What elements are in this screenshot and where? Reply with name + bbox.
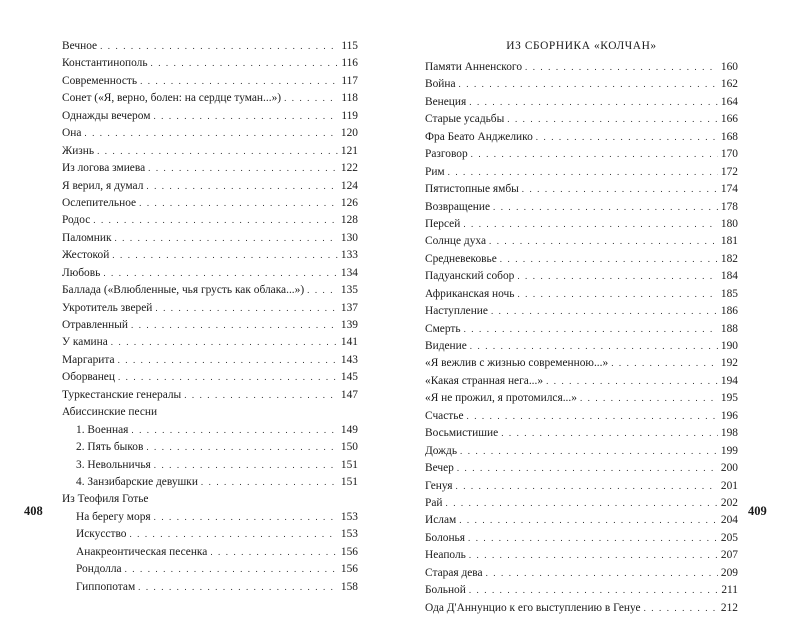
toc-entry-title: «Какая странная нега...» bbox=[425, 374, 544, 387]
toc-entry-page: 199 bbox=[720, 444, 738, 457]
dot-leader bbox=[307, 282, 338, 299]
toc-entry-page: 160 bbox=[720, 61, 738, 73]
toc-entry bbox=[62, 212, 358, 229]
toc-entry-page: 170 bbox=[720, 148, 738, 161]
toc-entry-title: Гиппопотам bbox=[76, 580, 136, 593]
dot-leader bbox=[500, 251, 718, 268]
toc-entry-title: Пятистопные ямбы bbox=[425, 183, 519, 196]
toc-entry-title: Памяти Анненского bbox=[425, 61, 523, 73]
toc-entry bbox=[425, 181, 738, 198]
toc-entry-page: 119 bbox=[341, 109, 358, 122]
toc-entry bbox=[62, 90, 358, 107]
toc-entry bbox=[62, 387, 358, 404]
dot-leader bbox=[464, 321, 718, 338]
toc-entry-title: Оборванец bbox=[62, 371, 115, 384]
toc-entry-page: 211 bbox=[721, 584, 738, 597]
toc-entry-page: 209 bbox=[720, 566, 738, 579]
dot-leader bbox=[470, 338, 718, 355]
toc-entry bbox=[62, 457, 358, 474]
toc-entry-title: Вечер bbox=[425, 462, 454, 475]
toc-entry-page: 150 bbox=[340, 441, 358, 454]
toc-entry-page: 204 bbox=[720, 514, 738, 527]
toc-entry-title: Анакреонтическая песенка bbox=[76, 545, 208, 558]
toc-entry-page: 143 bbox=[340, 353, 358, 366]
toc-entry-title: Старая дева bbox=[425, 566, 483, 579]
dot-leader bbox=[522, 181, 718, 198]
dot-leader bbox=[459, 76, 718, 93]
toc-entry-title: Она bbox=[62, 127, 82, 140]
toc-entry-title: Рондолла bbox=[76, 563, 122, 576]
dot-leader bbox=[84, 125, 338, 142]
toc-entry-title: Разговор bbox=[425, 148, 468, 161]
toc-entry bbox=[62, 422, 358, 439]
dot-leader bbox=[100, 38, 338, 55]
dot-leader bbox=[489, 233, 718, 250]
toc-entry-page: 115 bbox=[341, 40, 358, 52]
toc-group-heading bbox=[62, 491, 358, 508]
toc-entry bbox=[62, 108, 358, 125]
dot-leader bbox=[459, 512, 718, 529]
toc-entry bbox=[62, 195, 358, 212]
dot-leader bbox=[139, 195, 338, 212]
toc-entry-page: 139 bbox=[340, 319, 358, 331]
dot-leader bbox=[210, 544, 338, 561]
dot-leader bbox=[131, 317, 338, 334]
dot-leader bbox=[493, 199, 718, 216]
toc-entry-page: 158 bbox=[340, 580, 358, 593]
dot-leader bbox=[148, 160, 338, 177]
toc-entry bbox=[425, 233, 738, 250]
toc-entry-title: У камина bbox=[62, 336, 108, 349]
toc-entry-title: Фра Беато Анджелико bbox=[425, 130, 533, 143]
dot-leader bbox=[469, 547, 718, 564]
toc-entry bbox=[425, 530, 738, 547]
dot-leader bbox=[546, 373, 718, 390]
toc-entry-title: Падуанский собор bbox=[425, 270, 515, 283]
toc-entry-page: 156 bbox=[340, 545, 358, 558]
dot-leader bbox=[486, 565, 718, 582]
toc-entry-page: 153 bbox=[340, 528, 358, 541]
toc-entry-title: Рай bbox=[425, 496, 443, 509]
toc-entry-title: Сонет («Я, верно, болен: на сердце туман...») bbox=[62, 92, 282, 105]
toc-entry-page: 128 bbox=[340, 214, 358, 227]
toc-entry-title: Видение bbox=[425, 340, 467, 352]
toc-entry bbox=[425, 547, 738, 564]
toc-entry bbox=[425, 59, 738, 76]
toc-entry bbox=[425, 129, 738, 146]
toc-entry bbox=[62, 265, 358, 282]
toc-entry-title: «Я не прожил, я протомился...» bbox=[425, 392, 577, 405]
toc-entry-title: Современность bbox=[62, 74, 138, 87]
toc-entry-page: 188 bbox=[720, 322, 738, 335]
dot-leader bbox=[146, 439, 338, 456]
toc-entry-title: Африканская ночь bbox=[425, 287, 515, 300]
toc-entry bbox=[62, 561, 358, 578]
toc-entry-page: 162 bbox=[720, 78, 738, 91]
page-number-right: 409 bbox=[748, 504, 767, 518]
toc-entry-title: Неаполь bbox=[425, 549, 466, 562]
toc-entry-page: 116 bbox=[341, 57, 358, 70]
toc-entry-page: 151 bbox=[340, 475, 358, 488]
toc-entry-title: Генуя bbox=[425, 479, 453, 492]
toc-entry-page: 156 bbox=[340, 563, 358, 576]
dot-leader bbox=[517, 268, 718, 285]
toc-entry bbox=[425, 460, 738, 477]
toc-entry bbox=[425, 111, 738, 128]
dot-leader bbox=[448, 164, 718, 181]
dot-leader bbox=[151, 55, 339, 72]
dot-leader bbox=[93, 212, 338, 229]
toc-entry bbox=[62, 579, 358, 596]
toc-entry-title: Рим bbox=[425, 165, 445, 178]
toc-entry-page: 145 bbox=[340, 371, 358, 384]
toc-entry bbox=[62, 178, 358, 195]
toc-entry-page: 184 bbox=[720, 270, 738, 283]
toc-entry bbox=[425, 216, 738, 233]
toc-entry bbox=[425, 373, 738, 390]
toc-entry-page: 182 bbox=[720, 252, 738, 265]
page-number-left: 408 bbox=[24, 504, 43, 518]
toc-entry bbox=[425, 321, 738, 338]
toc-entry-title: Искусство bbox=[76, 528, 127, 541]
toc-entry bbox=[62, 369, 358, 386]
toc-entry-page: 207 bbox=[720, 549, 738, 562]
dot-leader bbox=[118, 352, 338, 369]
toc-entry-page: 190 bbox=[720, 340, 738, 352]
dot-leader bbox=[184, 387, 338, 404]
toc-entry bbox=[425, 478, 738, 495]
toc-entry bbox=[62, 143, 358, 160]
toc-entry-page: 153 bbox=[340, 510, 358, 523]
toc-entry bbox=[62, 300, 358, 317]
toc-entry-page: 164 bbox=[720, 95, 738, 108]
toc-entry bbox=[425, 164, 738, 181]
toc-entry-page: 118 bbox=[341, 92, 358, 105]
dot-leader bbox=[111, 334, 338, 351]
toc-entry-title: 4. Занзибарские девушки bbox=[76, 475, 198, 488]
toc-entry-page: 174 bbox=[720, 183, 738, 196]
dot-leader bbox=[501, 425, 718, 442]
toc-entry-page: 205 bbox=[720, 531, 738, 544]
toc-entry bbox=[425, 76, 738, 93]
dot-leader bbox=[446, 495, 718, 512]
toc-entry-page: 192 bbox=[720, 357, 738, 370]
dot-leader bbox=[138, 579, 338, 596]
toc-entry bbox=[425, 199, 738, 216]
dot-leader bbox=[114, 230, 337, 247]
left-page-contents bbox=[62, 38, 358, 596]
dot-leader bbox=[154, 509, 338, 526]
toc-entry-page: 185 bbox=[720, 287, 738, 300]
toc-entry-page: 147 bbox=[340, 388, 358, 401]
dot-leader bbox=[460, 443, 718, 460]
toc-entry-title: «Я вежлив с жизнью современною...» bbox=[425, 357, 609, 370]
dot-leader bbox=[153, 108, 338, 125]
toc-entry-page: 180 bbox=[720, 217, 738, 230]
toc-entry bbox=[425, 565, 738, 582]
toc-entry-title: Ослепительное bbox=[62, 196, 137, 209]
toc-entry bbox=[62, 160, 358, 177]
toc-entry-title: Средневековье bbox=[425, 252, 497, 265]
toc-entry-page: 212 bbox=[720, 601, 738, 614]
toc-entry-title: Родос bbox=[62, 214, 91, 227]
toc-entry-page: 194 bbox=[720, 374, 738, 387]
toc-entry-page: 134 bbox=[340, 266, 358, 279]
toc-entry bbox=[425, 582, 738, 599]
toc-group-heading-text: Абиссинские песни bbox=[62, 406, 158, 419]
right-page-contents bbox=[425, 59, 738, 617]
toc-entry-page: 141 bbox=[340, 336, 358, 349]
toc-entry-page: 168 bbox=[720, 130, 738, 143]
dot-leader bbox=[468, 530, 718, 547]
dot-leader bbox=[131, 422, 338, 439]
toc-entry-page: 137 bbox=[340, 301, 358, 314]
toc-entry-page: 196 bbox=[720, 409, 738, 422]
toc-entry-title: 1. Военная bbox=[76, 423, 129, 436]
toc-entry bbox=[425, 286, 738, 303]
toc-entry-title: Маргарита bbox=[62, 353, 115, 366]
toc-entry bbox=[62, 125, 358, 142]
toc-entry-page: 166 bbox=[720, 113, 738, 126]
toc-entry-title: Паломник bbox=[62, 231, 112, 244]
dot-leader bbox=[457, 460, 718, 477]
dot-leader bbox=[525, 59, 718, 76]
toc-entry bbox=[425, 495, 738, 512]
toc-entry-page: 120 bbox=[340, 127, 358, 140]
toc-entry-title: Старые усадьбы bbox=[425, 113, 505, 126]
toc-entry-title: Туркестанские генералы bbox=[62, 388, 182, 401]
toc-entry-page: 121 bbox=[340, 144, 358, 157]
toc-entry-page: 178 bbox=[720, 200, 738, 213]
toc-entry bbox=[62, 247, 358, 264]
toc-entry bbox=[425, 338, 738, 355]
toc-entry bbox=[425, 355, 738, 372]
toc-entry bbox=[62, 352, 358, 369]
toc-entry bbox=[425, 512, 738, 529]
toc-entry-title: Наступление bbox=[425, 305, 488, 318]
toc-entry-page: 126 bbox=[340, 196, 358, 209]
toc-entry-title: Возвращение bbox=[425, 200, 490, 213]
dot-leader bbox=[517, 286, 717, 303]
toc-entry-page: 195 bbox=[720, 392, 738, 405]
toc-entry-title: Жестокой bbox=[62, 249, 110, 262]
toc-entry bbox=[62, 439, 358, 456]
toc-entry bbox=[425, 600, 738, 617]
toc-entry-title: Война bbox=[425, 78, 456, 91]
dot-leader bbox=[644, 600, 718, 617]
toc-entry bbox=[425, 390, 738, 407]
toc-entry-title: Ислам bbox=[425, 514, 457, 527]
toc-entry-page: 198 bbox=[720, 427, 738, 440]
toc-entry-page: 172 bbox=[720, 165, 738, 178]
toc-entry-page: 130 bbox=[340, 231, 358, 244]
toc-entry-title: Баллада («Влюбленные, чья грусть как облака...») bbox=[62, 284, 305, 297]
dot-leader bbox=[154, 457, 338, 474]
toc-entry-title: Дождь bbox=[425, 444, 458, 457]
toc-entry-title: Отравленный bbox=[62, 319, 129, 331]
toc-entry-title: Я верил, я думал bbox=[62, 179, 144, 192]
toc-entry bbox=[62, 526, 358, 543]
toc-entry-page: 151 bbox=[340, 458, 358, 471]
toc-entry bbox=[425, 251, 738, 268]
toc-entry-title: Ода Д'Аннунцио к его выступлению в Генуе bbox=[425, 601, 641, 614]
toc-entry bbox=[425, 146, 738, 163]
toc-entry-title: Болонья bbox=[425, 531, 465, 544]
toc-entry-title: Солнце духа bbox=[425, 235, 487, 248]
toc-entry bbox=[425, 425, 738, 442]
toc-entry-title: Восьмистишие bbox=[425, 427, 499, 440]
toc-entry bbox=[62, 544, 358, 561]
toc-group-heading-text: Из Теофиля Готье bbox=[62, 493, 149, 506]
toc-entry-page: 117 bbox=[341, 74, 358, 87]
dot-leader bbox=[580, 390, 718, 407]
dot-leader bbox=[463, 216, 718, 233]
dot-leader bbox=[284, 90, 338, 107]
toc-entry-title: На берегу моря bbox=[76, 510, 151, 523]
dot-leader bbox=[469, 582, 718, 599]
dot-leader bbox=[125, 561, 338, 578]
dot-leader bbox=[491, 303, 718, 320]
dot-leader bbox=[611, 355, 718, 372]
dot-leader bbox=[467, 408, 718, 425]
toc-entry-title: Больной bbox=[425, 584, 466, 597]
toc-entry bbox=[425, 94, 738, 111]
toc-entry-title: Персей bbox=[425, 217, 461, 230]
toc-entry bbox=[425, 408, 738, 425]
toc-entry-page: 201 bbox=[720, 479, 738, 492]
toc-entry-page: 202 bbox=[720, 496, 738, 509]
toc-entry bbox=[62, 38, 358, 55]
toc-entry bbox=[62, 73, 358, 90]
dot-leader bbox=[201, 474, 338, 491]
toc-entry bbox=[62, 55, 358, 72]
dot-leader bbox=[118, 369, 338, 386]
toc-entry bbox=[62, 474, 358, 491]
dot-leader bbox=[97, 143, 338, 160]
toc-entry-page: 149 bbox=[340, 423, 358, 436]
toc-entry bbox=[62, 230, 358, 247]
toc-entry-title: 2. Пять быков bbox=[76, 441, 144, 454]
toc-entry bbox=[62, 317, 358, 334]
toc-entry-title: Укротитель зверей bbox=[62, 301, 153, 314]
section-title: ИЗ СБОРНИКА «КОЛЧАН» bbox=[506, 40, 657, 52]
dot-leader bbox=[103, 265, 338, 282]
dot-leader bbox=[536, 129, 718, 146]
toc-entry-title: Смерть bbox=[425, 322, 461, 335]
toc-entry-page: 133 bbox=[340, 249, 358, 262]
toc-entry-page: 122 bbox=[340, 162, 358, 175]
dot-leader bbox=[129, 526, 337, 543]
toc-entry-title: 3. Невольничья bbox=[76, 458, 151, 471]
toc-entry-title: Жизнь bbox=[62, 144, 95, 157]
toc-entry-title: Счастье bbox=[425, 409, 464, 422]
dot-leader bbox=[507, 111, 718, 128]
toc-entry-page: 181 bbox=[720, 235, 738, 248]
dot-leader bbox=[471, 146, 718, 163]
toc-entry-page: 124 bbox=[340, 179, 358, 192]
toc-entry bbox=[62, 282, 358, 299]
toc-entry-page: 135 bbox=[340, 284, 358, 297]
toc-group-heading bbox=[62, 404, 358, 421]
dot-leader bbox=[155, 300, 338, 317]
toc-entry-title: Однажды вечером bbox=[62, 109, 151, 122]
toc-entry-title: Из логова змиева bbox=[62, 162, 146, 175]
toc-entry-title: Вечное bbox=[62, 40, 98, 52]
dot-leader bbox=[456, 478, 718, 495]
toc-entry-page: 200 bbox=[720, 462, 738, 475]
toc-entry bbox=[425, 303, 738, 320]
dot-leader bbox=[112, 247, 338, 264]
toc-entry bbox=[425, 268, 738, 285]
toc-entry bbox=[425, 443, 738, 460]
dot-leader bbox=[146, 178, 338, 195]
toc-entry-page: 186 bbox=[720, 305, 738, 318]
toc-entry-title: Любовь bbox=[62, 266, 101, 279]
toc-entry bbox=[62, 334, 358, 351]
toc-entry-title: Константинополь bbox=[62, 57, 148, 70]
toc-entry-title: Венеция bbox=[425, 95, 467, 108]
dot-leader bbox=[469, 94, 718, 111]
dot-leader bbox=[140, 73, 338, 90]
toc-entry bbox=[62, 509, 358, 526]
